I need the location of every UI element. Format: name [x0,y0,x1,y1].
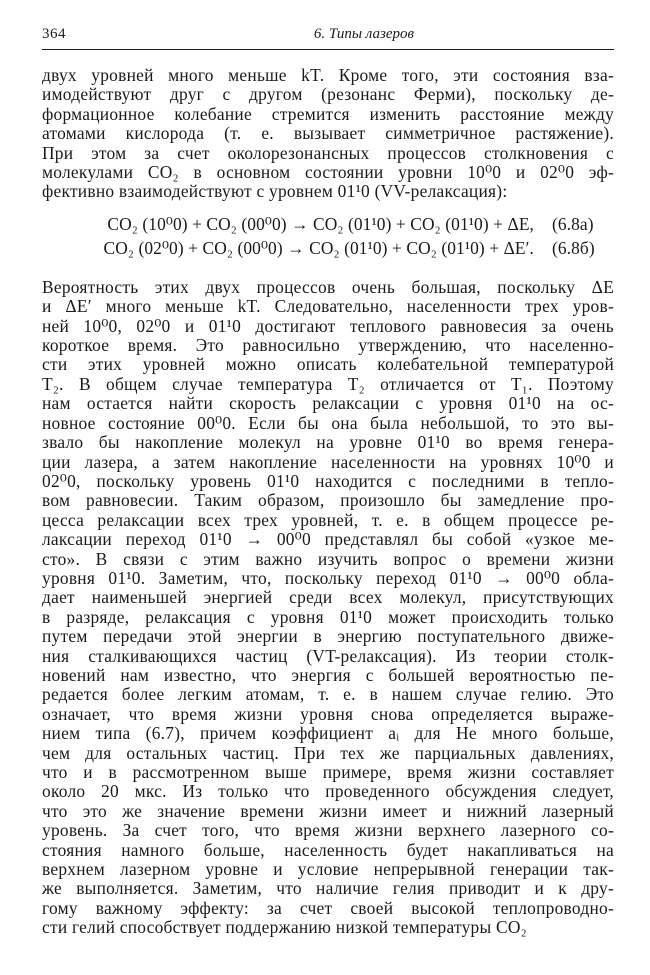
equation-line [42,212,614,236]
text-line: ции лазера, а затем накопление населенности на уровнях 10⁰0 и [42,451,614,472]
paragraph-2 [42,278,614,938]
text-line: ния сталкивающихся частиц (VT-релаксация). Из теории столк- [42,645,614,666]
text-line: 02⁰0, поскольку уровень 01¹0 находится с последними в тепло- [42,470,614,491]
text-line: гому важному эффекту: за счет своей высокой теплопроводно- [42,897,614,918]
text-line: верхнем лазерном уровне и условие непрерывной генерации так- [42,859,614,880]
text-line: ней 10⁰0, 02⁰0 и 01¹0 достигают теплового равновесия за очень [42,315,614,336]
book-page [42,26,614,938]
text-line: в разряде, релаксация с уровня 01¹0 может происходить только [42,606,614,627]
text-line: что и в рассмотренном выше примере, время жизни составляет [42,762,614,782]
equation-body: CO₂ (10⁰0) + CO₂ (00⁰0) → CO₂ (01¹0) + CO₂ (01¹0) + ΔE, [107,213,534,234]
text-line: новное состояние 00⁰0. Если бы она была небольшой, то это вы- [42,412,614,433]
text-line: сто». В связи с этим важно изучить вопрос о времени жизни [42,548,614,569]
text-line: означает, что время жизни уровня снова определяется выраже- [42,703,614,724]
text-line: вом равновесии. Таким образом, произошло бы замедление про- [42,490,614,511]
text-line: звало бы накопление молекул на уровне 01¹0 во время генера- [42,432,614,453]
text-line: же выполняется. Заметим, что наличие гелия приводит и к дру- [42,878,614,899]
text-line: короткое время. Это равносильно утверждению, что населенно- [42,335,614,356]
text-line: При этом за счет околорезонансных процессов столкновения с [42,142,614,163]
text-line: T₂. В общем случае температура T₂ отличается от T₁. Поэтому [42,373,614,394]
text-line: Вероятность этих двух процессов очень большая, поскольку ΔE [42,276,614,297]
text-line: фективно взаимодействуют с уровнем 01¹0 (VV-релаксация): [42,181,508,202]
equation-block [42,212,614,260]
text-line: сти гелий способствует поддержанию низкой температуры CO₂ [42,917,527,938]
text-line: формационное колебание стремится изменить расстояние между [42,103,614,124]
text-line: имодействуют друг с другом (резонанс Ферми), поскольку де- [42,84,614,105]
text-line: уровня 01¹0. Заметим, что, поскольку переход 01¹0 → 00⁰0 обла- [42,567,614,588]
running-head: 6. Типы лазеров [313,26,414,42]
text-line: сти этих уровней можно описать колебательной температурой [42,354,614,375]
text-line: уровень. За счет того, что время жизни верхнего лазерного со- [42,820,614,841]
page-header [42,26,614,50]
text-line: двух уровней много меньше kT. Кроме того, эти состояния вза- [42,65,614,85]
text-line: атомами кислорода (т. е. вызывает симметричное растяжение). [42,123,614,144]
text-line: цесса релаксации всех трех уровней, т. е. в общем процессе ре- [42,509,614,530]
text-line: нием типа (6.7), причем коэффициент aᵢ для He много больше, [42,723,614,744]
text-line: новений нам известно, что энергия с большей вероятностью пе- [42,664,614,685]
text-line: чем для остальных частиц. При тех же парциальных давлениях, [42,742,614,763]
equation-body: CO₂ (02⁰0) + CO₂ (00⁰0) → CO₂ (01¹0) + CO₂ (01¹0) + ΔE′. [103,237,534,258]
page-number: 364 [42,26,66,42]
text-line: и ΔE′ много меньше kT. Следовательно, населенности трех уров- [42,296,614,317]
text-line: лаксации переход 01¹0 → 00⁰0 представлял бы собой «узкое ме- [42,529,614,550]
equation-number: (6.8б) [552,237,595,258]
text-line: молекулами CO₂ в основном состоянии уровни 10⁰0 и 02⁰0 эф- [42,162,614,183]
equation-line [42,236,614,260]
text-line: что это же значение времени жизни имеет и нижний лазерный [42,800,614,821]
text-line: редается более легким атомам, т. е. в нашем случае гелию. Это [42,684,614,705]
text-line: путем передачи этой энергии в энергию поступательного движе- [42,626,614,647]
text-line: нам остается найти скорость релаксации с уровня 01¹0 на ос- [42,393,614,414]
text-line: дает наименьшей энергией среди всех молекул, присутствующих [42,587,614,608]
text-line: около 20 мкс. Из только что проведенного обсуждения следует, [42,781,614,802]
paragraph-1 [42,66,614,202]
text-line: стояния намного больше, населенность будет накапливаться на [42,839,614,860]
equation-number: (6.8а) [552,213,594,234]
